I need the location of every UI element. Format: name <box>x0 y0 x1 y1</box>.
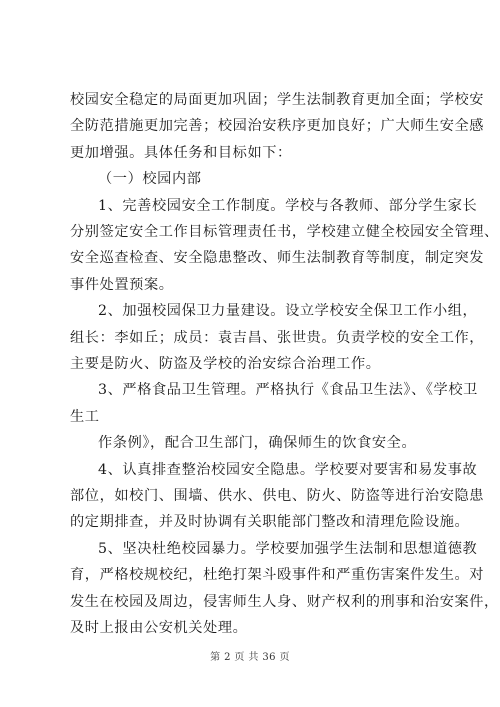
text-line: 全防范措施更加完善；校园治安秩序更加良好；广大师生安全感 <box>70 118 485 135</box>
paragraph-first-line: 3、严格食品卫生管理。严格执行《食品卫生法》、《学校卫 <box>98 382 478 399</box>
paragraph-first-line: 1、完善校园安全工作制度。学校与各教师、部分学生家长 <box>98 197 478 214</box>
paragraph-first-line: 作条例》，配合卫生部门，确保师生的饮食安全。 <box>98 435 417 452</box>
text-line: 生工 <box>70 408 100 425</box>
text-line: 更加增强。具体任务和目标如下： <box>70 144 292 161</box>
text-line: 事件处置预案。 <box>70 276 174 293</box>
text-line: 主要是防火、防盗及学校的治安综合治理工作。 <box>70 356 381 372</box>
text-line: 组长：李如丘；成员：袁吉昌、张世贵。负责学校的安全工作， <box>70 329 485 346</box>
page-number-footer: 第 2 页 共 36 页 <box>210 652 290 663</box>
text-line: 分别签定安全工作目标管理责任书，学校建立健全校园安全管理、 <box>70 224 499 240</box>
paragraph-first-line: 2、加强校园保卫力量建设。设立学校安全保卫工作小组， <box>98 303 478 320</box>
text-line: 的定期排查，并及时协调有关职能部门整改和清理危险设施。 <box>70 514 470 531</box>
paragraph-first-line: 4、认真排查整治校园安全隐患。学校要对要害和易发事故 <box>98 461 478 478</box>
text-line: 育，严格校规校纪，杜绝打架斗殴事件和严重伤害案件发生。对 <box>70 567 485 584</box>
text-line: 发生在校园及周边，侵害师生人身、财产权利的刑事和治安案件， <box>70 593 499 610</box>
paragraph-first-line: 5、坚决杜绝校园暴力。学校要加强学生法制和思想道德教 <box>98 540 478 557</box>
text-line: 校园安全稳定的局面更加巩固；学生法制教育更加全面；学校安 <box>70 92 485 108</box>
text-line: 安全巡查检查、安全隐患整改、师生法制教育等制度，制定突发 <box>70 250 485 267</box>
text-line: 部位，如校门、围墙、供水、供电、防火、防盗等进行治安隐患 <box>70 488 485 504</box>
text-line: 及时上报由公安机关处理。 <box>70 620 248 636</box>
section-heading: （一）校园内部 <box>98 171 202 188</box>
